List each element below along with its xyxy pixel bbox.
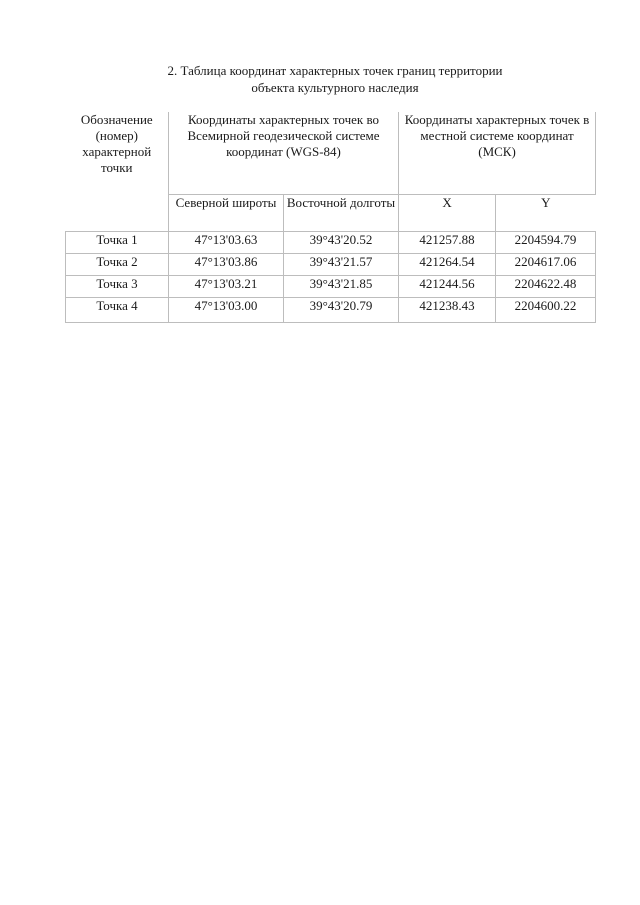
cell-point: Точка 1 — [66, 232, 169, 254]
table-title-line-1: 2. Таблица координат характерных точек границ территории — [167, 63, 503, 78]
cell-x: 421257.88 — [399, 232, 496, 254]
cell-longitude: 39°43'20.79 — [284, 298, 399, 323]
header-east-longitude: Восточной долготы — [284, 195, 399, 232]
cell-longitude: 39°43'20.52 — [284, 232, 399, 254]
cell-x: 421238.43 — [399, 298, 496, 323]
table-row — [66, 298, 596, 323]
header-north-latitude: Северной широты — [169, 195, 284, 232]
cell-point: Точка 3 — [66, 276, 169, 298]
cell-longitude: 39°43'21.57 — [284, 254, 399, 276]
cell-point: Точка 4 — [66, 298, 169, 323]
header-x: X — [399, 195, 496, 232]
cell-latitude: 47°13'03.00 — [169, 298, 284, 323]
cell-longitude: 39°43'21.85 — [284, 276, 399, 298]
cell-y: 2204600.22 — [496, 298, 596, 323]
cell-y: 2204617.06 — [496, 254, 596, 276]
table-header-row-1 — [66, 112, 596, 195]
cell-x: 421244.56 — [399, 276, 496, 298]
cell-y: 2204594.79 — [496, 232, 596, 254]
table-title-line-2: объекта культурного наследия — [251, 80, 419, 95]
table-row — [66, 276, 596, 298]
cell-x: 421264.54 — [399, 254, 496, 276]
cell-latitude: 47°13'03.21 — [169, 276, 284, 298]
coordinates-table — [65, 112, 596, 323]
header-y: Y — [496, 195, 596, 232]
cell-latitude: 47°13'03.86 — [169, 254, 284, 276]
table-title — [0, 62, 640, 96]
cell-y: 2204622.48 — [496, 276, 596, 298]
table-row — [66, 232, 596, 254]
cell-latitude: 47°13'03.63 — [169, 232, 284, 254]
cell-point: Точка 2 — [66, 254, 169, 276]
header-wgs-group: Координаты характерных точек во Всемирной геодезической системе координат (WGS-84) — [169, 112, 399, 195]
header-msk-group: Координаты характерных точек в местной системе координат (МСК) — [399, 112, 596, 195]
table-row — [66, 254, 596, 276]
header-designation: Обозначение (номер) характерной точки — [66, 112, 169, 232]
